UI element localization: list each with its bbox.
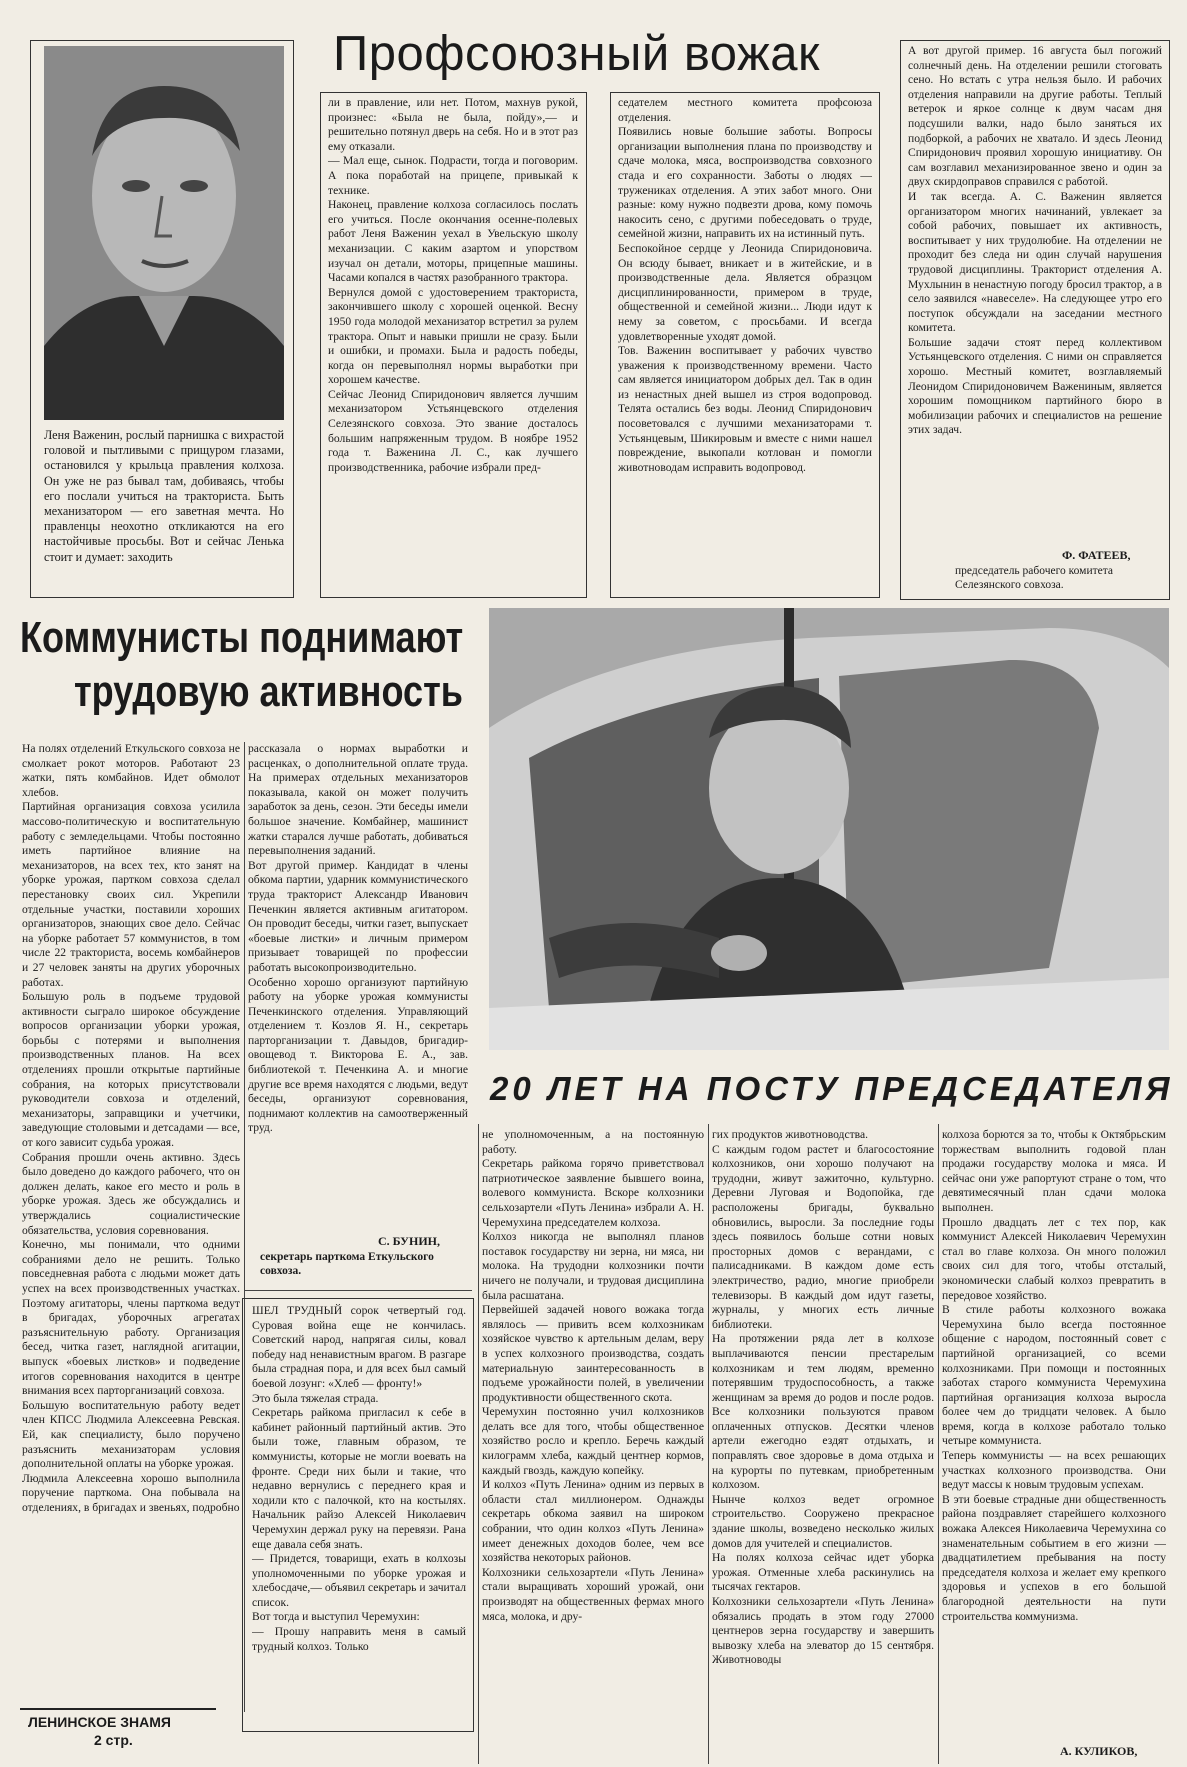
article3-column-a: ШЕЛ ТРУДНЫЙ сорок четвертый год. Суровая война еще не кончилась. Советский народ, напрягая силы, ковал победу над ненавистным врагом. В разгаре была страдная пора, и для всех был самый боевой лозунг: «Хлеб — фронту!» Это была тяжелая страда. Секретарь райкома пригласил к себе в кабинет районный партийный актив. Это были тоже, главным образом, те коммунисты, которые не могли воевать на фронте. Среди них были и такие, что недавно вернулись с переднего края и ходили кто с палочкой, кто на костылях. Начальник райзо Алексей Николаевич Черемухин держал руку на перевязи. Рана еще давала себя знать. — Придется, товарищи, ехать в колхозы уполномоченными по уборке урожая и хлебосдаче,— объявил секретарь и зачитал список. Вот тогда и выступил Черемухин: — Прошу направить меня в самый трудный колхоз. Только [252, 1304, 466, 1653]
footer-page-number: 2 стр. [94, 1732, 133, 1748]
portrait-caption: Леня Важенин, рослый парнишка с вихрастой головой и пытливыми с прищуром глазами, остановился у крыльца правления колхоза. Он уже не раз бывал там, добиваясь, чтобы его послали учиться на тракториста. Быть механизатором — его заветная мечта. Но правленцы неохотно откликаются на его настойчивые просьбы. Вот и сейчас Ленька стоит и думает: заходить [44, 428, 284, 564]
column-rule-4 [938, 1124, 939, 1764]
signature-kulikov: А. КУЛИКОВ, [1060, 1744, 1138, 1758]
column-rule-3 [708, 1124, 709, 1764]
column-rule-2 [478, 1124, 479, 1764]
headline-kommunisty-line2: трудовую активность [74, 667, 463, 716]
article1-column-2: ли в правление, или нет. Потом, махнув рукой, произнес: «Была не была, пойду»,— и решительно потянул дверь на себя. Но и в этот раз ему отказали. — Мал еще, сынок. Подрасти, тогда и поговорим. А пока поработай на прицепе, привыкай к технике. Наконец, правление колхоза согласилось послать его учиться. После окончания осенне-полевых работ Леня Важенин уехал в Увельскую школу механизации. С каким азартом и упорством изучал он детали, моторы, прицепные машины. Часами копался в частях разобранного трактора. Вернулся домой с удостоверением тракториста, закончившего школу с хорошей оценкой. Весну 1950 года молодой механизатор встретил за рулем трактора. Опыт и навыки пришли не сразу. Были и ошибки, и промахи. Была и радость победы, когда он перевыполнял нормы выработки при хорошем качестве. Сейчас Леонид Спиридонович является лучшим механизатором Устьянцевского отделения Селезянского совхоза. Это звание досталось большим напряженным трудом. В ноябре 1952 года т. Важенина Л. С., как лучшего производственника, рабочие избрали пред- [328, 96, 578, 474]
headline-profsoyuzny-vozhak: Профсоюзный вожак [333, 27, 820, 81]
signature-bunin: С. БУНИН, [378, 1234, 440, 1248]
article2-column-2: рассказала о нормах выработки и расценках, о дополнительной оплате труда. На примерах отдельных механизаторов показывала, какой он может получить заработок за день, сезон. Эти беседы имели большое значение. Комбайнер, машинист жатки старался лучше работать, добиваться перевыполнения заданий. Вот другой пример. Кандидат в члены обкома партии, ударник коммунистического труда тракторист Александр Иванович Печенкин является активным агитатором. Он проводит беседы, читки газет, выпускает «боевые листки» и личным примером призывает товарищей по профессии работать высокопроизводительно. Особенно хорошо организуют партийную работу на уборке урожая коммунисты Печенкинского отделения. Управляющий отделением т. Козлов Я. Н., секретарь парторганизации т. Давыдов, бригадир-овощевод т. Викторова Е. А., зав. библиотекой т. Печенкина А. и многие другие все время находятся с людьми, ведут беседы, организуют соревнования, поднимают коллектив на самоотверженный труд. [248, 742, 468, 1135]
article1-column-3: седателем местного комитета профсоюза отделения. Появились новые большие заботы. Вопросы организации выполнения плана по производству и сдаче молока, мяса, воспроизводства совхозного стада и его сохранности. Заботы о людях — тружениках отделения. А этих забот много. Они разные: кому нужно подвезти дрова, кому помочь накосить сено, с другими побеседовать о труде, семейной жизни, направить их на истинный путь. Беспокойное сердце у Леонида Спиридоновича. Он всюду бывает, вникает и в житейские, и в производственные дела. Является образцом дисциплинированности, примером в труде, общественной и семейной жизни... Люди идут к нему за советом, с просьбами. И всегда удовлетворенные уходят домой. Тов. Важенин воспитывает у рабочих чувство уважения к производственному времени. Часто сам является инициатором добрых дел. Так в один из ненастных дней вышел из строя водопровод. Телята остались без воды. Леонид Спиридонович посоветовался с лучшими механизаторами т. Устьянцевым, Шикировым и вместе с ними нашел повреждение, выкопали котлован и помогли животноводам исправить водопровод. [618, 96, 872, 474]
portrait-photo [44, 46, 284, 420]
article1-column-4: А вот другой пример. 16 августа был погожий солнечный день. На отделении решили стоговать сено. Но встать с утра нельзя было. И рабочих отделения направили на другие работы. Теплый ветерок и яркое солнце к двум часам дня подсушили валки, надо было заняться их подборкой, а рабочих не хватало. И здесь Леонид Спиридонович проявил хорошую инициативу. Он сам возглавил механизированное звено и один за двух скирдоправов справился с работой. И так всегда. А. С. Важенин является организатором многих начинаний, увлекает за собой рабочих, повышает их активность, воспитывает у них трудолюбие. На отделении не проходит без следа ни один случай нарушения трудовой дисциплины. Тракторист отделения А. Мухлынин в ненастную погоду бросил трактор, а в село заявился «навеселе». На следующее утро его поступок обсуждали на заседании местного комитета. Большие задачи стоят перед коллективом Устьянцевского отделения. С ними он справляется хорошо. Местный комитет, возглавляемый Леонидом Спиридоновичем Важениным, является хорошим помощником партийного бюро в мобилизации рабочих и специалистов на решение этих задач. [908, 44, 1162, 437]
article3-column-c: гих продуктов животноводства. С каждым годом растет и благосостояние колхозников, они хорошо получают на трудодни, живут зажиточно, культурно. Деревни Луговая и Водопойка, где расположены бригады, буквально обновились, выросли. За последние годы здесь появилось больше сотни новых просторных домов с верандами, с палисадниками. В каждом доме есть электричество, радио, многие приобрели телевизоры. В каждый дом идут газеты, журналы, у многих есть личные библиотеки. На протяжении ряда лет в колхозе выплачиваются пенсии престарелым колхозникам и тем людям, временно потерявшим трудоспособность, а также женщинам за время до родов и после родов. Все колхозники пользуются правом оплаченных отпусков. Десятки членов артели ежегодно ездят отдыхать, и поправлять свое здоровье в дома отдыха и на курорты по путевкам, приобретенным колхозом. Нынче колхоз ведет огромное строительство. Сооружено прекрасное здание школы, возведено несколько жилых домов для учителей и специалистов. На полях колхоза сейчас идет уборка урожая. Отменные хлеба раскинулись на тысячах гектаров. Колхозники сельхозартели «Путь Ленина» обязались продать в этом году 27000 центнеров зерна государству и завершить вывозку хлеба на элеватор до 15 сентября. Животноводы [712, 1128, 934, 1667]
driver-photo [489, 608, 1169, 1050]
headline-20-let: 20 ЛЕТ НА ПОСТУ ПРЕДСЕДАТЕЛЯ [490, 1070, 1174, 1107]
headline-kommunisty-line1: Коммунисты поднимают [20, 613, 464, 662]
signature-fateev: Ф. ФАТЕЕВ, [1062, 548, 1131, 562]
article3-column-b: не уполномоченным, а на постоянную работу. Секретарь райкома горячо приветствовал патриотическое заявление бывшего воина, волевого коммуниста. Вскоре колхозники сельхозартели «Путь Ленина» избрали А. Н. Черемухина председателем колхоза. Колхоз никогда не выполнял планов поставок государству ни зерна, ни мяса, ни молока. На трудодни колхозники почти ничего не получали, и трудовая дисциплина была расшатана. Первейшей задачей нового вожака тогда являлось — привить всем колхозникам хозяйское чувство к артельным делам, веру в успех колхозного производства, создать материальную заинтересованность в подъеме урожайности полей, в увеличении продуктивности общественного скота. Черемухин постоянно учил колхозников делать все для того, чтобы общественное хозяйство росло и крепло. Беречь каждый килограмм хлеба, каждый центнер кормов, каждый гвоздь, каждую копейку. И колхоз «Путь Ленина» одним из первых в области стал миллионером. Однажды секретарь обкома заявил на широком собрании, что один колхоз «Путь Ленина» имеет денежных доходов более, чем все хозяйства некоторых районов. Колхозники сельхозартели «Путь Ленина» стали выращивать хороший урожай, они производят на общественных фермах много мяса, молока, и дру- [482, 1128, 704, 1623]
footer-newspaper-name: ЛЕНИНСКОЕ ЗНАМЯ [28, 1714, 171, 1730]
signature-bunin-title: секретарь парткома Еткульского совхоза. [260, 1251, 434, 1277]
article3-column-d: колхоза борются за то, чтобы к Октябрьским торжествам выполнить годовой план продажи государству молока и мяса. И сейчас они уже рапортуют стране о том, что девятимесячный план сдачи молока выполнен. Прошло двадцать лет с тех пор, как коммунист Алексей Николаевич Черемухин стал во главе колхоза. Он много положил своих сил для того, чтобы отсталый, экономически слабый колхоз превратить в передовое хозяйство. В стиле работы колхозного вожака Черемухина было всегда постоянное общение с народом, постоянный совет с партийной организацией, со всеми колхозниками. При помощи и постоянных заботах старого коммуниста Черемухина партийная организация колхоза выросла более чем до тридцати человек. А было время, когда в колхозе работало только четыре коммуниста. Теперь коммунисты — на всех решающих участках колхозного производства. Они ведут массы к новым трудовым успехам. В эти боевые страдные дни общественность района поздравляет старейшего колхозного вожака Алексея Николаевича Черемухина со знаменательным событием в его жизни — двадцатилетием пребывания на посту председателя колхоза и желает ему крепкого здоровья и успехов в его большой благородной деятельности на пути строительства коммунизма. [942, 1128, 1166, 1623]
article2-column-1: На полях отделений Еткульского совхоза не смолкает рокот моторов. Работают 23 жатки, пять комбайнов. Идет обмолот хлебов. Партийная организация совхоза усилила массово-политическую и воспитательную работу с земледельцами. Чтобы постоянно иметь партийное влияние на механизаторов, на всех тех, кто занят на уборке урожая, партком совхоза сделал перестановку своих сил. Укрепили отдельные участки, поставили хороших организаторов, знающих свое дело. Сейчас на уборке работает 57 коммунистов, в том числе 22 тракториста, восемь комбайнеров и 27 человек заняты на других уборочных работах. Большую роль в подъеме трудовой активности сыграло широкое обсуждение вопросов организации уборки урожая, борьбы с потерями и выполнения производственных планов. На всех отделениях прошли открытые партийные собрания, на которых присутствовали руководители совхоза и отделений, механизаторы, заправщики и учетчики, заведующие столовыми и детсадами — все, от кого зависит судьба урожая. Собрания прошли очень активно. Здесь было доведено до каждого рабочего, что он должен делать, какое его место и роль в уборке урожая. Здесь же обсуждались и утверждались социалистические обязательства, условия соревнования. Конечно, мы понимали, что одними собраниями дело не решить. Только повседневная работа с людьми может дать успех на всех производственных участках. Поэтому агитаторы, члены парткома ведут в бригадах, уборочных агрегатах разъяснительную работу. Организация бесед, читка газет, наглядной агитации, выпуск «боевых листков» и подведение итогов соревнования находится в центре внимания всех парторганизаций совхоза. Большую воспитательную работу ведет член КПСС Людмила Алексеевна Ревская. Ей, как специалисту, было поручено разъяснить механизаторам условия дополнительной оплаты на уборке урожая. Людмила Алексеевна хорошо выполнила поручение парткома. Она побывала на отделениях, в бригадах и звеньях, подробно [22, 742, 240, 1514]
footer-rule [20, 1708, 216, 1710]
signature-fateev-title: председатель рабочего комитета Селезянского совхоза. [955, 565, 1114, 591]
portrait-illustration [44, 46, 284, 420]
car-driver-illustration [489, 608, 1169, 1050]
section-rule [244, 1290, 472, 1291]
